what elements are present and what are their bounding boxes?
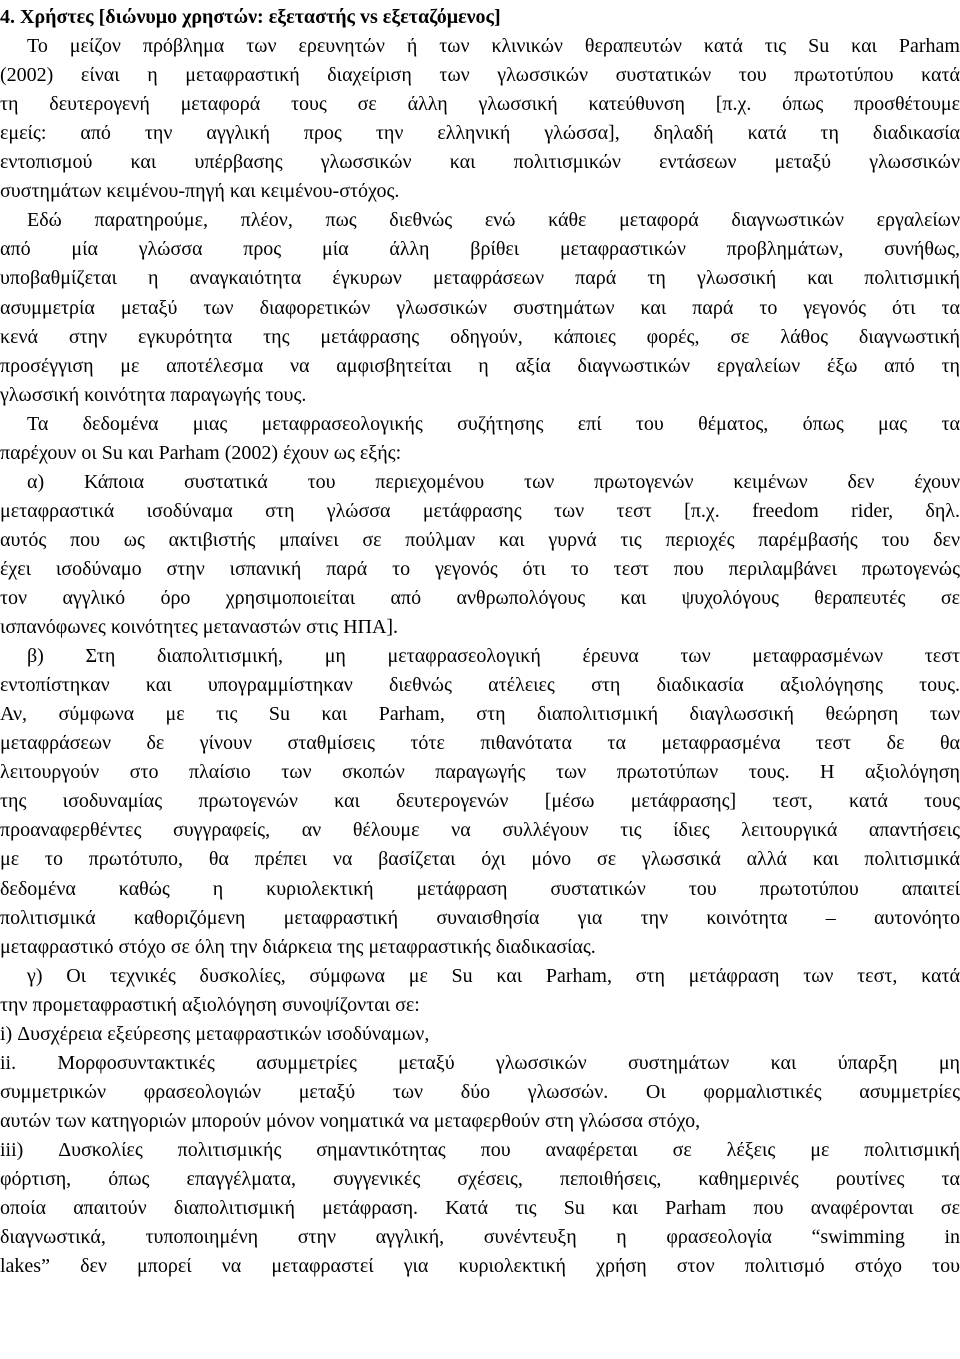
text-line: με το πρωτότυπο, θα πρέπει να βασίζεται όχι μόνο σε γλωσσικά αλλά και πολιτισμικά xyxy=(0,848,960,871)
text-line: φόρτιση, όπως επαγγέλματα, συγγενικές σχέσεις, πεποιθήσεις, καθημερινές ρουτίνες τα xyxy=(0,1168,960,1190)
text-line: ii. Μορφοσυντακτικές ασυμμετρίες μεταξύ γλωσσικών συστημάτων και ύπαρξη μη xyxy=(0,1051,960,1074)
text-line: τον αγγλικό όρο χρησιμοποιείται από ανθρωπολόγους και ψυχολόγους θεραπευτές σε xyxy=(0,587,960,609)
text-line: γ) Οι τεχνικές δυσκολίες, σύμφωνα με Su και Parham, στη μετάφραση των τεστ, κατά xyxy=(27,964,960,987)
text-line: Αν, σύμφωνα με τις Su και Parham, στη διαπολιτισμική διαγλωσσική θεώρηση των xyxy=(0,703,960,726)
text-line: διαγνωστικά, τυποποιημένη στην αγγλική, συνέντευξη η φρασεολογία “swimming in xyxy=(0,1226,960,1249)
section-heading: 4. Χρήστες [διώνυμο χρηστών: εξεταστής vs εξεταζόμενος] xyxy=(0,6,501,28)
text-line: Εδώ παρατηρούμε, πλέον, πως διεθνώς ενώ κάθε μεταφορά διαγνωστικών εργαλείων xyxy=(27,209,960,232)
text-line: της ισοδυναμίας πρωτογενών και δευτερογενών [μέσω μετάφρασης] τεστ, κατά τους xyxy=(0,790,960,813)
text-line: κενά στην εγκυρότητα της μετάφρασης οδηγούν, κάποιες φορές, σε λάθος διαγνωστική xyxy=(0,325,960,348)
text-line: β) Στη διαπολιτισμική, μη μεταφρασεολογική έρευνα των μεταφρασμένων τεστ xyxy=(27,645,960,668)
text-line: Το μείζον πρόβλημα των ερευνητών ή των κλινικών θεραπευτών κατά τις Su και Parham xyxy=(27,35,960,58)
text-line: i) Δυσχέρεια εξεύρεσης μεταφραστικών ισοδύναμων, xyxy=(0,1022,430,1045)
text-line: συστημάτων κειμένου-πηγή και κειμένου-στόχος. xyxy=(0,180,400,203)
text-line: μεταφραστικό στόχο σε όλη την διάρκεια της μεταφραστικής διαδικασίας. xyxy=(0,935,596,958)
text-line: εντοπισμού και υπέρβασης γλωσσικών και πολιτισμικών εντάσεων μεταξύ γλωσσικών xyxy=(0,151,960,174)
text-line: iii) Δυσκολίες πολιτισμικής σημαντικότητας που αναφέρεται σε λέξεις με πολιτισμική xyxy=(0,1138,960,1161)
text-line: μεταφραστικά ισοδύναμα στη γλώσσα μετάφρασης των τεστ [π.χ. freedom rider, δηλ. xyxy=(0,499,960,522)
text-line: την προμεταφραστική αξιολόγηση συνοψίζονται σε: xyxy=(0,993,420,1016)
text-line: ασυμμετρία μεταξύ των διαφορετικών γλωσσικών συστημάτων και παρά το γεγονός ότι τα xyxy=(0,296,960,319)
text-line: προσέγγιση με αποτέλεσμα να αμφισβητείται η αξία διαγνωστικών εργαλείων έξω από τη xyxy=(0,354,960,377)
text-line: αυτών των κατηγοριών μπορούν μόνον νοηματικά να μεταφερθούν στη γλώσσα στόχο, xyxy=(0,1109,701,1132)
text-line: προαναφερθέντες συγγραφείς, αν θέλουμε να συλλέγουν τις ίδιες λειτουργικά απαντήσεις xyxy=(0,819,960,842)
text-line: Τα δεδομένα μιας μεταφρασεολογικής συζήτησης επί του θέματος, όπως μας τα xyxy=(27,412,960,435)
text-line: παρέχουν οι Su και Parham (2002) έχουν ως εξής: xyxy=(0,441,402,464)
text-line: εμείς: από την αγγλική προς την ελληνική γλώσσα], δηλαδή κατά τη διαδικασία xyxy=(0,122,960,145)
text-line: εντοπίστηκαν και υπογραμμίστηκαν διεθνώς ατέλειες στη διαδικασία αξιολόγησης τους. xyxy=(0,674,960,697)
text-line: lakes” δεν μπορεί να μεταφραστεί για κυριολεκτική χρήση στον πολιτισμό στόχο του xyxy=(0,1255,960,1278)
text-line: τη δευτερογενή μεταφορά τους σε άλλη γλωσσική κατεύθυνση [π.χ. όπως προσθέτουμε xyxy=(0,93,960,116)
text-line: γλωσσική κοινότητα παραγωγής τους. xyxy=(0,383,307,406)
text-line: από μία γλώσσα προς μία άλλη βρίθει μεταφραστικών προβλημάτων, συνήθως, xyxy=(0,238,960,261)
text-line: (2002) είναι η μεταφραστική διαχείριση των γλωσσικών συστατικών του πρωτοτύπου κατά xyxy=(0,64,960,87)
text-line: συμμετρικών φρασεολογιών μεταξύ των δύο γλωσσών. Οι φορμαλιστικές ασυμμετρίες xyxy=(0,1080,960,1103)
text-line: δεδομένα καθώς η κυριολεκτική μετάφραση συστατικών του πρωτοτύπου απαιτεί xyxy=(0,877,960,900)
text-line: λειτουργούν στο πλαίσιο των σκοπών παραγωγής των πρωτοτύπων τους. Η αξιολόγηση xyxy=(0,761,960,784)
text-line: υποβαθμίζεται η αναγκαιότητα έγκυρων μεταφράσεων παρά τη γλωσσική και πολιτισμική xyxy=(0,267,960,290)
text-line: οποία απαιτούν διαπολιτισμική μετάφραση. Κατά τις Su και Parham που αναφέρονται σε xyxy=(0,1197,960,1220)
text-line: ισπανόφωνες κοινότητες μεταναστών στις ΗΠΑ]. xyxy=(0,616,399,639)
text-line: έχει ισοδύναμο στην ισπανική παρά το γεγονός ότι το τεστ που περιλαμβάνει πρωτογενώς xyxy=(0,557,960,580)
text-line: αυτός που ως ακτιβιστής μπαίνει σε πούλμαν και γυρνά τις περιοχές παρέμβασής του δεν xyxy=(0,528,960,551)
text-line: μεταφράσεων δε γίνουν σταθμίσεις τότε πιθανότατα τα μεταφρασμένα τεστ δε θα xyxy=(0,732,960,755)
text-line: α) Κάποια συστατικά του περιεχομένου των πρωτογενών κειμένων δεν έχουν xyxy=(27,470,960,493)
text-line: πολιτισμικά καθοριζόμενη μεταφραστική συναισθησία για την κοινότητα – αυτονόητο xyxy=(0,906,960,929)
